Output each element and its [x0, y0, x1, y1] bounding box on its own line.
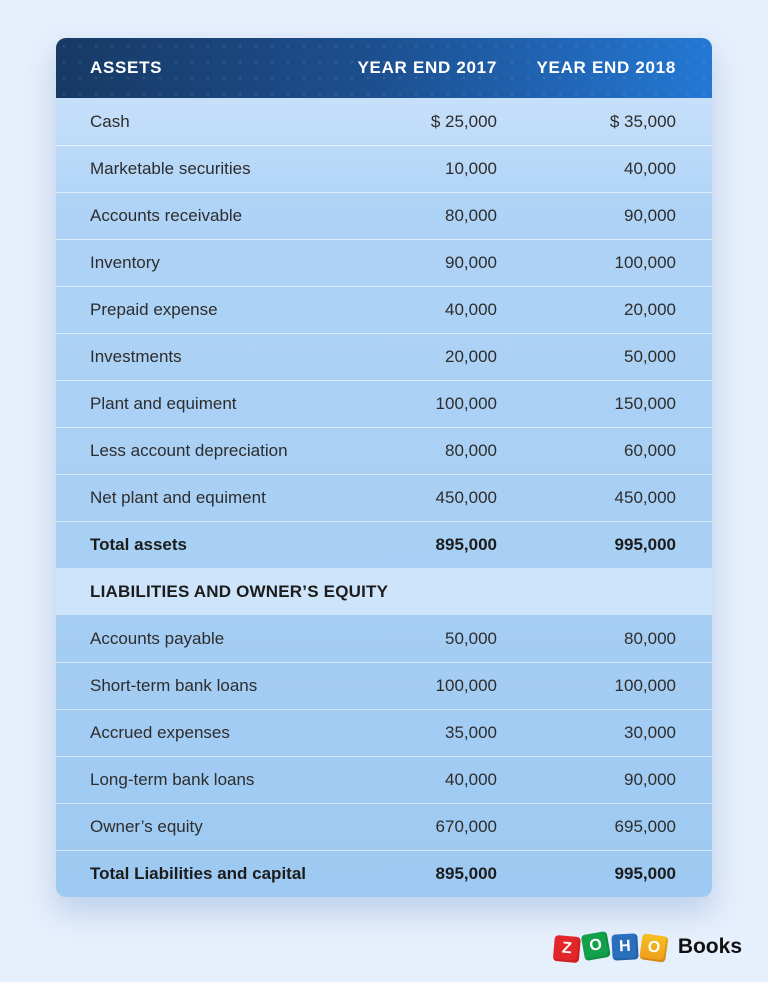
zoho-logo-tile-o2-icon: O: [639, 933, 668, 962]
table-row: [56, 474, 712, 521]
table-body: [56, 98, 712, 897]
value-2017: 40,000: [445, 300, 497, 319]
table-row: [56, 662, 712, 709]
column-header-year-2017: YEAR END 2017: [357, 58, 497, 77]
value-2017: 50,000: [445, 628, 497, 648]
zoho-logo-tile-z-icon: Z: [553, 935, 581, 963]
row-label: Marketable securities: [90, 159, 251, 178]
value-2018: 995,000: [614, 535, 676, 554]
value-2018: 100,000: [614, 676, 676, 695]
liabilities-section: [56, 615, 712, 897]
table-row: [56, 98, 712, 145]
table-row-total-liabilities: [56, 850, 712, 897]
value-2018: 450,000: [614, 488, 676, 507]
row-label: Cash: [90, 111, 130, 131]
row-label: Net plant and equiment: [90, 488, 266, 507]
table-row-total-assets: [56, 521, 712, 568]
zoho-logo-tile-o-icon: O: [581, 931, 611, 961]
table-row: [56, 615, 712, 662]
value-2018: 150,000: [614, 394, 676, 413]
value-2017: 100,000: [435, 394, 497, 413]
value-2018: 30,000: [624, 723, 676, 742]
row-label: Accounts payable: [90, 628, 225, 648]
table-row: [56, 192, 712, 239]
section-header-label: LIABILITIES AND OWNER’S EQUITY: [90, 581, 389, 601]
value-2017: 10,000: [445, 159, 497, 178]
value-2017: 670,000: [435, 817, 497, 836]
value-2018: $ 35,000: [609, 111, 676, 131]
value-2018: 40,000: [624, 159, 676, 178]
table-row: [56, 286, 712, 333]
row-label: Plant and equiment: [90, 394, 237, 413]
value-2017: 895,000: [435, 535, 497, 554]
row-label: Total Liabilities and capital: [90, 864, 307, 883]
row-label: Accrued expenses: [90, 723, 230, 742]
value-2017: 100,000: [435, 676, 497, 695]
value-2018: 995,000: [614, 864, 676, 883]
row-label: Less account depreciation: [90, 441, 288, 460]
value-2017: 450,000: [435, 488, 497, 507]
value-2018: 90,000: [624, 770, 676, 789]
value-2017: 895,000: [435, 864, 497, 883]
table-row: [56, 756, 712, 803]
row-label: Investments: [90, 347, 182, 366]
value-2018: 80,000: [624, 628, 676, 648]
column-header-year-2018: YEAR END 2018: [536, 58, 676, 77]
value-2017: 35,000: [445, 723, 497, 742]
table-header: [56, 38, 712, 98]
row-label: Short-term bank loans: [90, 676, 258, 695]
table-row: [56, 239, 712, 286]
value-2017: $ 25,000: [430, 111, 497, 131]
balance-sheet-table: [56, 38, 712, 897]
table-row: [56, 427, 712, 474]
value-2017: 80,000: [445, 441, 497, 460]
value-2018: 695,000: [614, 817, 676, 836]
value-2017: 80,000: [445, 206, 497, 225]
column-header-assets: ASSETS: [90, 58, 163, 77]
value-2017: 90,000: [445, 253, 497, 272]
value-2017: 40,000: [445, 770, 497, 789]
value-2018: 20,000: [624, 300, 676, 319]
table-row: [56, 145, 712, 192]
row-label: Accounts receivable: [90, 206, 243, 225]
value-2018: 60,000: [624, 441, 676, 460]
value-2018: 90,000: [624, 206, 676, 225]
row-label: Total assets: [90, 535, 188, 554]
row-label: Inventory: [90, 253, 160, 272]
value-2017: 20,000: [445, 347, 497, 366]
table-row: [56, 380, 712, 427]
zoho-books-logo: [554, 934, 742, 960]
value-2018: 50,000: [624, 347, 676, 366]
row-label: Long-term bank loans: [90, 770, 255, 789]
row-label: Prepaid expense: [90, 300, 218, 319]
liabilities-section-header: [56, 568, 712, 615]
table-row: [56, 709, 712, 756]
assets-section: [56, 98, 712, 568]
value-2018: 100,000: [614, 253, 676, 272]
table-row: [56, 333, 712, 380]
table-row: [56, 803, 712, 850]
zoho-logo-tile-h-icon: H: [611, 933, 638, 960]
brand-text: Books: [677, 935, 742, 958]
row-label: Owner’s equity: [90, 817, 203, 836]
